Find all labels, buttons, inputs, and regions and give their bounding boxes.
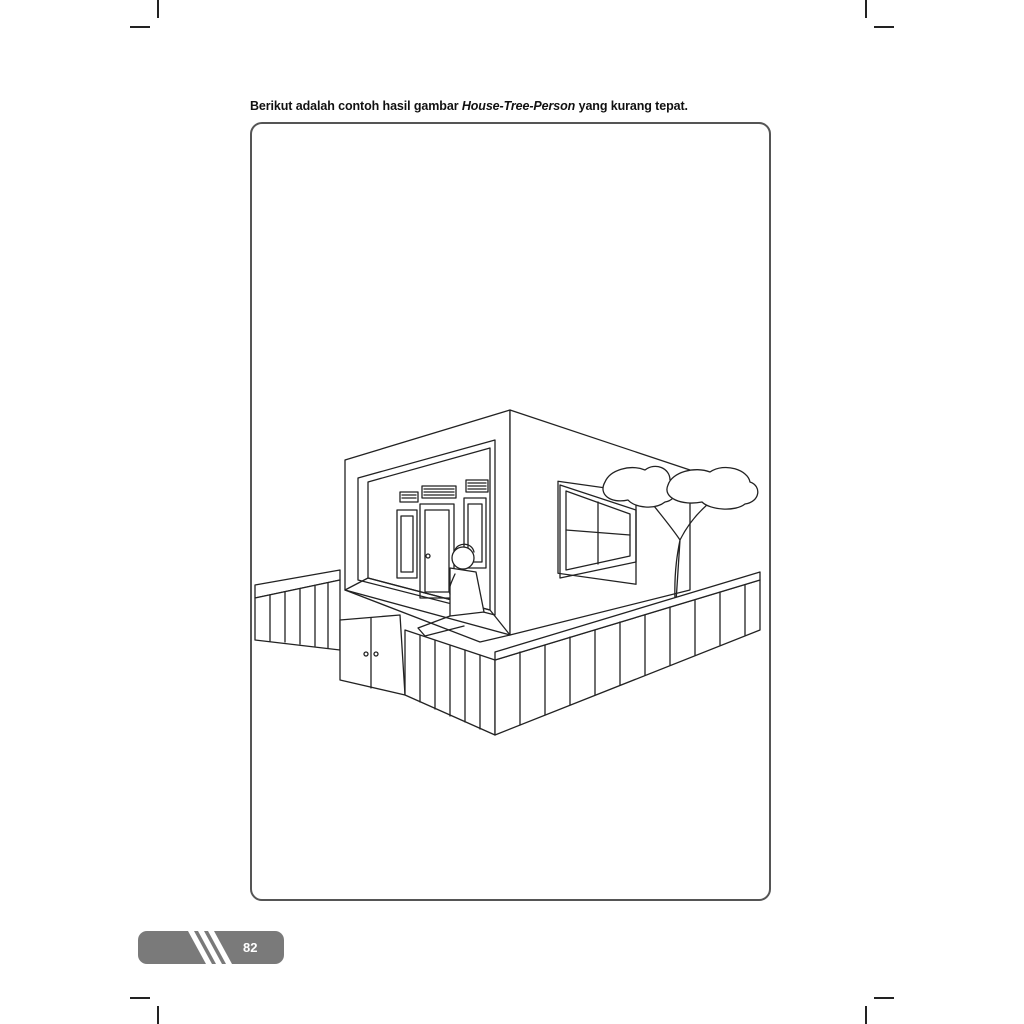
crop-mark-bottom-left-h xyxy=(130,997,150,999)
caption-prefix: Berikut adalah contoh hasil gambar xyxy=(250,99,462,113)
crop-mark-bottom-left-v xyxy=(157,1006,159,1024)
stripes-decoration xyxy=(138,931,284,964)
crop-mark-top-right-v xyxy=(865,0,867,18)
crop-mark-top-left-v xyxy=(157,0,159,18)
house-tree-person-illustration xyxy=(250,390,770,750)
crop-mark-top-right-h xyxy=(874,26,894,28)
page-number: 82 xyxy=(243,940,258,955)
figure-caption xyxy=(250,99,688,113)
crop-mark-top-left-h xyxy=(130,26,150,28)
crop-mark-bottom-right-h xyxy=(874,997,894,999)
caption-suffix: yang kurang tepat. xyxy=(575,99,688,113)
caption-emphasis: House-Tree-Person xyxy=(461,99,576,113)
crop-mark-bottom-right-v xyxy=(865,1006,867,1024)
page-number-tab xyxy=(138,931,284,964)
house-front-wall xyxy=(345,410,510,642)
